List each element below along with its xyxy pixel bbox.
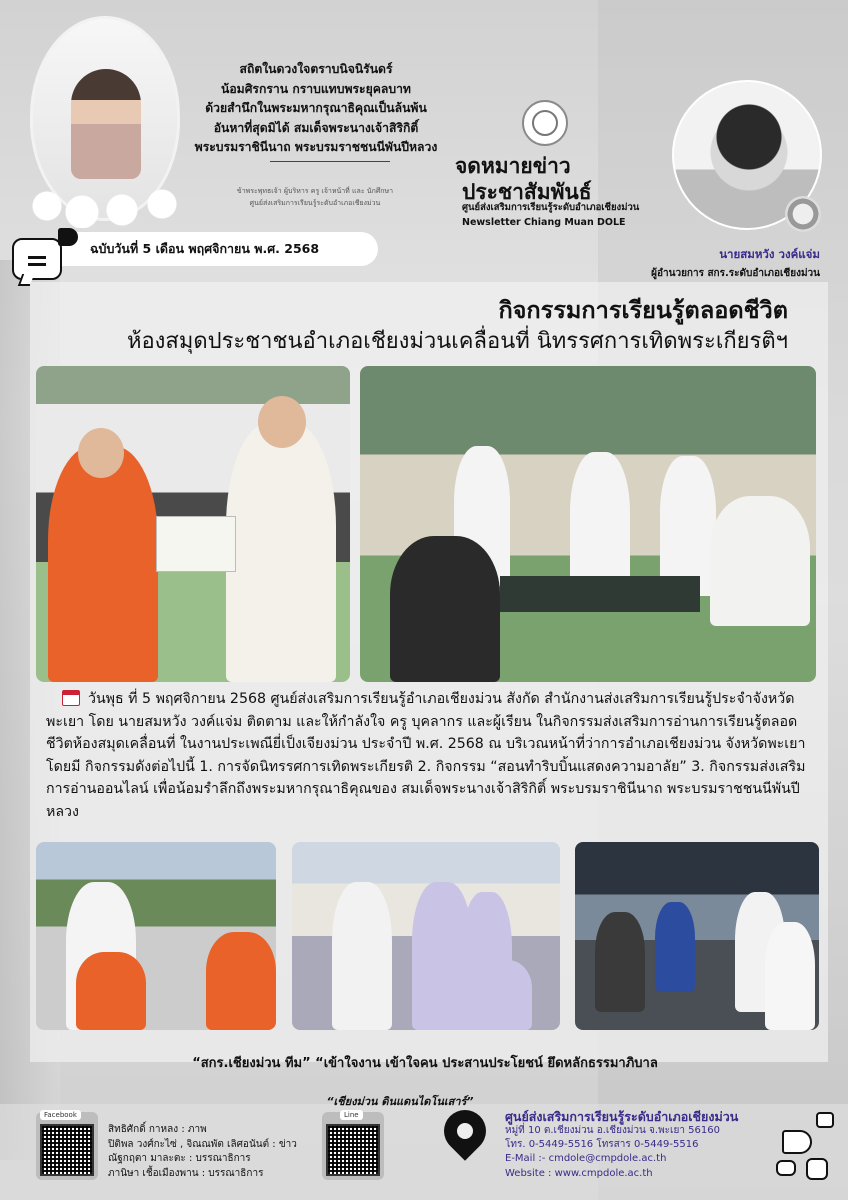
tribute-line: อันหาที่สุดมิได้ สมเด็จพระนางเจ้าสิริกิติ์ [213, 120, 419, 135]
team-slogan: “สกร.เชียงม่วน ทีม” “เข้าใจงาน เข้าใจคน ประสานประโยชน์ ยึดหลักธรรมาภิบาล [192, 1056, 658, 1071]
qr-code-icon [40, 1124, 94, 1176]
credits [108, 1123, 297, 1181]
tribute-sub-line: ศูนย์ส่งเสริมการเรียนรู้ระดับอำเภอเชียงม่วน [249, 199, 381, 207]
line-qr-label: Line [340, 1110, 363, 1120]
tribute-subtext [190, 185, 440, 209]
credit-line: ณัฐกฤตา มาละตะ : บรรณาธิการ [108, 1153, 251, 1164]
tribute-line: น้อมศิรกราน กราบแทบพระยุคลบาท [221, 81, 411, 96]
megaphone-icon [58, 228, 78, 246]
social-media-icon [776, 1112, 836, 1182]
website-link[interactable]: Website : www.cmpdole.ac.th [505, 1167, 653, 1179]
tribute-line: สถิตในดวงใจตราบนิจนิรันดร์ [239, 62, 393, 76]
facebook-qr[interactable] [36, 1112, 98, 1180]
footer-org-name: ศูนย์ส่งเสริมการเรียนรู้ระดับอำเภอเชียงม่วน [505, 1109, 739, 1124]
newsletter-english-name: Newsletter Chiang Muan DOLE [462, 217, 626, 228]
agency-logo-icon [522, 100, 568, 146]
tribute-divider [270, 161, 390, 171]
photo-exhibition-visitors [292, 842, 560, 1030]
globe-icon [785, 196, 821, 232]
newsletter-title-line1: จดหมายข่าว [455, 154, 571, 178]
issue-date-bar [60, 232, 378, 266]
article-headline: กิจกรรมการเรียนรู้ตลอดชีวิต [498, 296, 788, 324]
article-body: วันพุธ ที่ 5 พฤศจิกายน 2568 ศูนย์ส่งเสริมการเรียนรู้อำเภอเชียงม่วน สังกัด สำนักงานส่งเสริมการเรียนรู้ประจำจังหวัดพะเยา โดย นายสมหวัง วงค์แจ่ม ติดตาม และให้กำลังใจ ครู บุคลากร และผู้เรียน ในกิจกรรมส่งเสริมการอ่านการเรียนรู้ตลอดชีวิตห้องสมุดเคลื่อนที่ ในงานประเพณียี่เป็งเจียงม่วน ประจำปี พ.ศ. 2568 ณ บริเวณหน้าที่ว่าการอำเภอเชียงม่วน จังหวัดพะเยา โดยมี กิจกรรมดังต่อไปนี้ 1. การจัดนิทรรศการเทิดพระเกียรติ 2. กิจกรรม “สอนทำริบบิ้นแสดงความอาลัย” 3. กิจกรรมส่งเสริมการอ่านออนไลน์ เพื่อน้อมรำลึกถึงพระมหากรุณาธิคุณของ สมเด็จพระนางเจ้าสิริกิติ์ พระบรมราชินีนาถ พระบรมราชชนนีพันปีหลวง [46, 691, 806, 820]
facebook-qr-label: Facebook [40, 1110, 81, 1120]
director-name: นายสมหวัง วงค์แจ่ม [719, 247, 820, 261]
newsletter-title-line2: ประชาสัมพันธ์ [462, 180, 592, 204]
tribute-line: พระบรมราชินีนาถ พระบรมราชชนนีพันปีหลวง [194, 140, 438, 154]
issue-date: ฉบับวันที่ 5 เดือน พฤศจิกายน พ.ศ. 2568 [90, 241, 320, 256]
flower-decoration [27, 182, 187, 228]
photo-certificate-presentation [36, 366, 350, 682]
credit-line: สิทธิศักดิ์ กาหลง : ภาพ [108, 1124, 207, 1135]
contact-info [505, 1124, 720, 1181]
tribute-line: ด้วยสำนึกในพระมหากรุณาธิคุณเป็นล้นพ้น [205, 101, 427, 115]
phone: โทร. 0-5449-5516 โทรสาร 0-5449-5516 [505, 1139, 699, 1151]
email-link[interactable]: E-Mail :- cmdole@cmpdole.ac.th [505, 1153, 667, 1165]
photo-evening-activity [575, 842, 819, 1030]
tribute-text [182, 60, 450, 158]
tribute-sub-line: ข้าพระพุทธเจ้า ผู้บริหาร ครู เจ้าหน้าที่ และ นักศึกษา [236, 187, 394, 195]
footer-slogan: “เชียงม่วน ดินแดนไดโนเสาร์” [326, 1095, 474, 1108]
qr-code-icon [326, 1124, 380, 1176]
article-subheadline: ห้องสมุดประชาชนอำเภอเชียงม่วนเคลื่อนที่ นิทรรศการเทิดพระเกียรติฯ [126, 329, 788, 354]
director-title: ผู้อำนวยการ สกร.ระดับอำเภอเชียงม่วน [651, 268, 820, 279]
credit-line: ปิติพล วงศ์กะไซ่ , จิณณพัต เลิศอนันต์ : ข่าว [108, 1138, 297, 1150]
credit-line: ภานิษา เชื้อเมืองพาน : บรรณาธิการ [108, 1167, 264, 1179]
photo-ribbon-workshop [360, 366, 816, 682]
royal-portrait [30, 16, 180, 221]
chat-icon [12, 238, 62, 280]
line-qr[interactable] [322, 1112, 384, 1180]
photo-online-reading [36, 842, 276, 1030]
portrait-figure [71, 69, 141, 179]
newsletter-org: ศูนย์ส่งเสริมการเรียนรู้ระดับอำเภอเชียงม่วน [462, 202, 640, 213]
address: หมู่ที่ 10 ต.เชียงม่วน อ.เชียงม่วน จ.พะเยา 56160 [505, 1125, 720, 1136]
